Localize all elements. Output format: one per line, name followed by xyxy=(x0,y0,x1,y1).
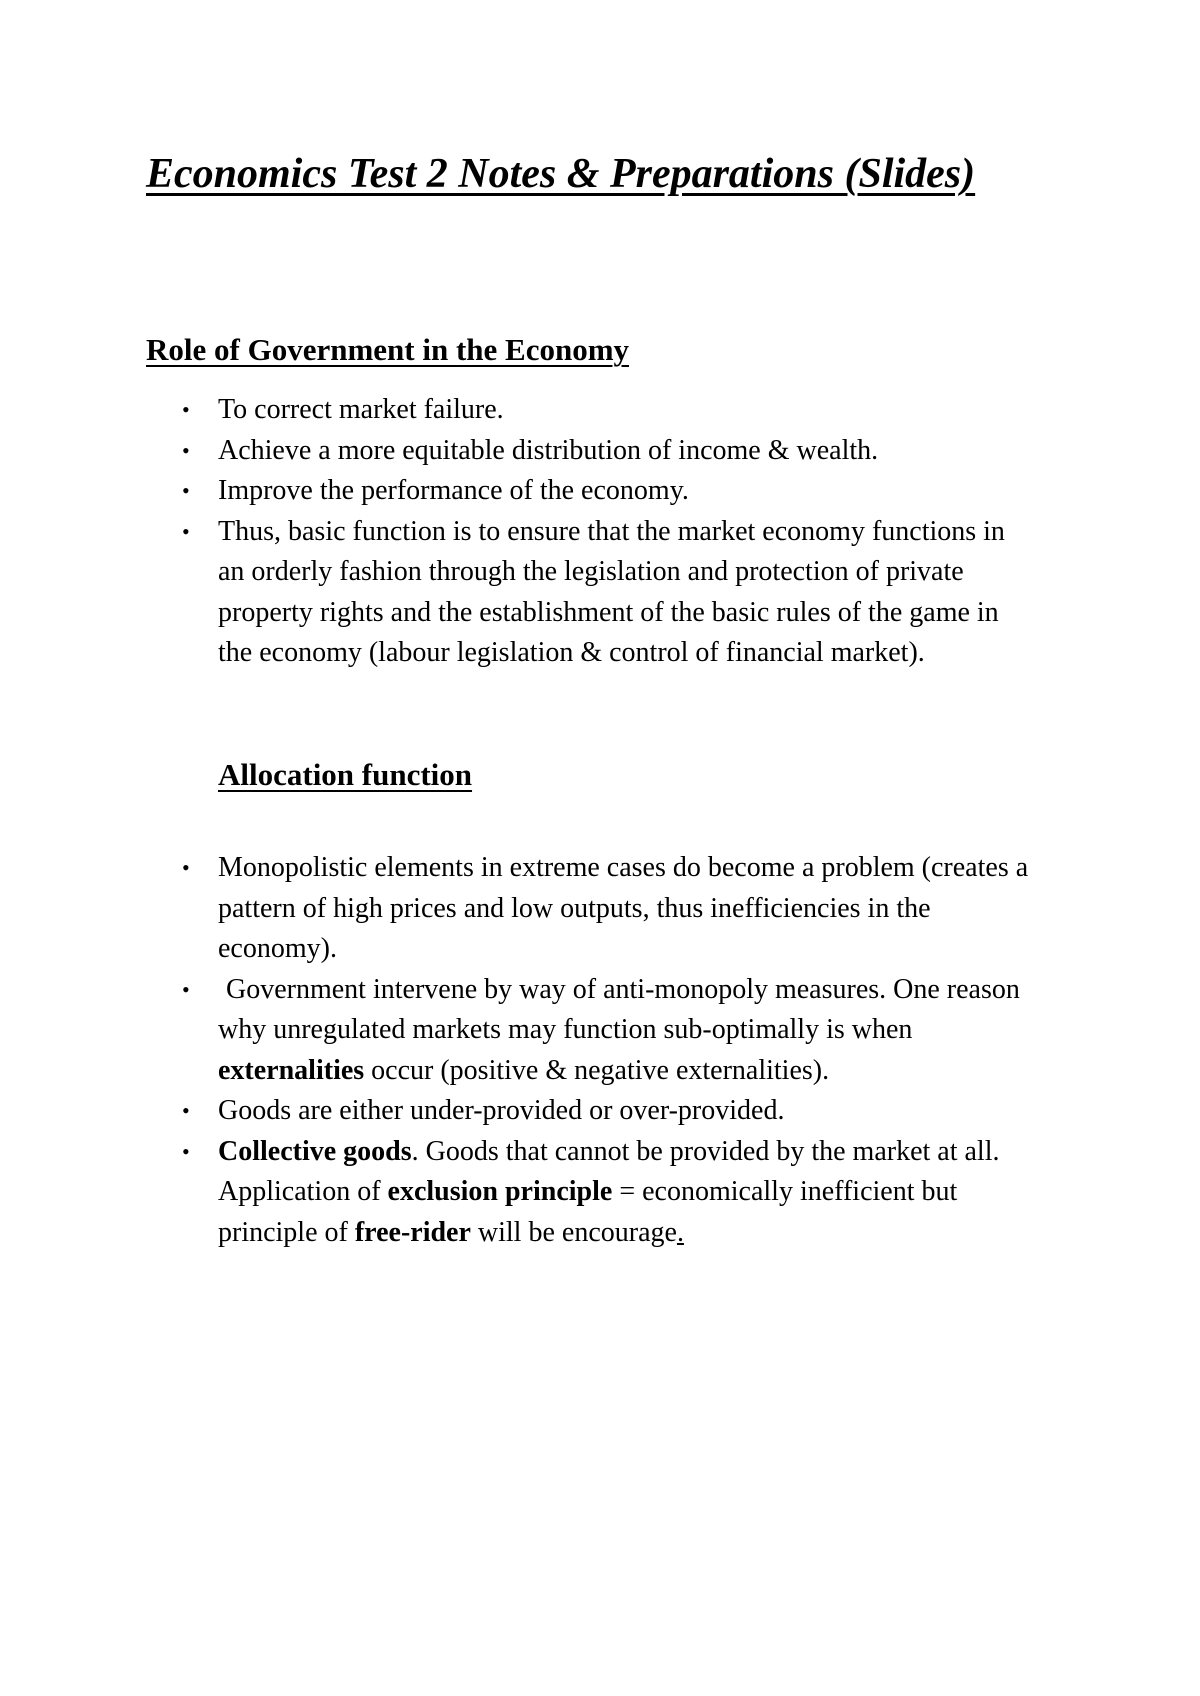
list-item-text: will be encourage xyxy=(470,1216,677,1248)
role-bullet-list xyxy=(182,390,1032,674)
bullet-icon: • xyxy=(182,1138,190,1164)
bullet-icon: • xyxy=(182,976,190,1002)
list-item-text: To correct market failure. xyxy=(218,394,504,425)
list-item-text: Monopolistic elements in extreme cases do become a problem (creates a pattern of high prices and low outputs, thus inefficiencies in the economy). xyxy=(218,852,1029,964)
bullet-icon: • xyxy=(182,1098,190,1123)
list-item-text: occur (positive & negative externalities). xyxy=(364,1054,830,1086)
document-title: Economics Test 2 Notes & Preparations (Slides) xyxy=(146,151,976,197)
list-item xyxy=(182,1132,1032,1254)
list-item-text: Achieve a more equitable distribution of income & wealth. xyxy=(218,434,879,466)
list-item xyxy=(182,390,1032,431)
bullet-icon: • xyxy=(182,518,190,544)
list-item-text: Goods are either under-provided or over-provided. xyxy=(218,1095,785,1126)
bullet-icon: • xyxy=(182,478,190,503)
term-exclusion-principle: exclusion principle xyxy=(387,1176,613,1207)
list-item xyxy=(182,848,1032,970)
term-externalities: externalities xyxy=(218,1054,365,1086)
list-item xyxy=(182,1091,1032,1132)
list-item-tail: . xyxy=(676,1216,684,1248)
section-heading-allocation: Allocation function xyxy=(218,757,473,792)
list-item xyxy=(182,471,1032,512)
bullet-icon: • xyxy=(182,855,190,880)
section-heading-role: Role of Government in the Economy xyxy=(146,332,630,367)
allocation-bullet-list xyxy=(182,848,1032,1253)
list-item xyxy=(182,970,1032,1092)
bullet-icon: • xyxy=(182,437,190,463)
term-free-rider: free-rider xyxy=(354,1216,471,1248)
list-item xyxy=(182,512,1032,674)
list-item-text: Government intervene by way of anti-monopoly measures. One reason why unregulated markets may function sub-optimally is when xyxy=(218,973,1020,1045)
list-item-text: Thus, basic function is to ensure that the market economy functions in an orderly fashion through the legislation and protection of private property rights and the establishment of the basic rules of the game in the economy (labour legislation & control of financial market). xyxy=(218,515,1005,668)
list-item-text: = economically inefficient but principle of xyxy=(218,1176,958,1248)
list-item xyxy=(182,431,1032,472)
list-item-text: Improve the performance of the economy. xyxy=(218,475,689,506)
list-item-text: . Goods that cannot be provided by the market at all. Application of xyxy=(218,1135,1000,1207)
bullet-icon: • xyxy=(182,397,190,422)
term-collective-goods: Collective goods xyxy=(218,1135,412,1167)
